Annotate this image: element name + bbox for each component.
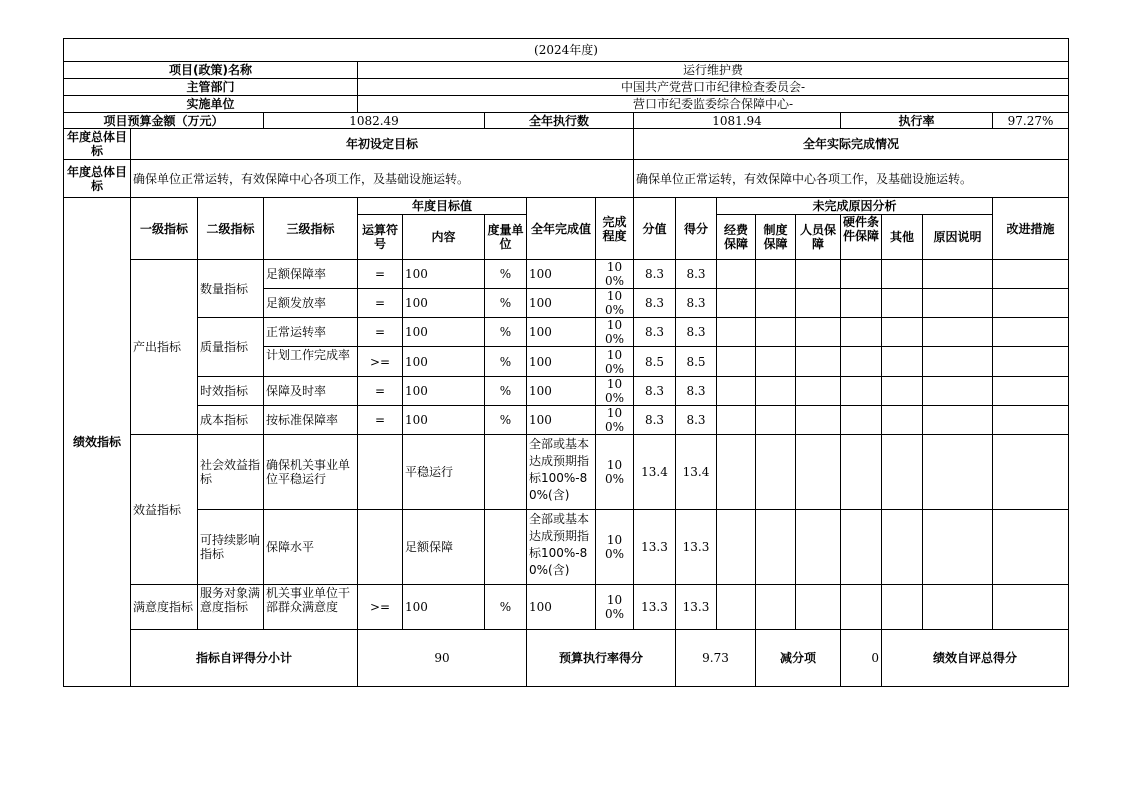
performance-table [63,38,1069,687]
row-val: 13.3 [634,510,676,585]
row-score: 13.3 [676,510,717,585]
row-full: 100 [527,406,596,435]
staff-header: 人员保障 [796,215,841,260]
row-l3: 正常运转率 [264,318,358,347]
project-name-label: 项目(政策)名称 [64,62,358,79]
row-score: 8.3 [676,318,717,347]
row-content: 足额保障 [403,510,485,585]
subtotal-value: 90 [358,630,527,687]
unit-label: 实施单位 [64,96,358,113]
table-row [64,435,1069,510]
report-year-title: (2024年度) [64,39,1069,62]
group-output: 产出指标 [131,260,198,435]
row-l3: 确保机关事业单位平稳运行 [264,435,358,510]
rate-label: 执行率 [841,113,993,129]
unfinished-header: 未完成原因分析 [717,198,993,215]
completion-header: 完成程度 [596,198,634,260]
row-content: 100 [403,347,485,377]
table-row [64,510,1069,585]
row-done: 100% [596,435,634,510]
content-header: 内容 [403,215,485,260]
total-label: 绩效自评总得分 [882,630,1069,687]
table-row [64,585,1069,630]
goal-label-2: 年度总体目标 [64,160,131,198]
score-value-header: 分值 [634,198,676,260]
row-score: 8.3 [676,289,717,318]
row-content: 100 [403,318,485,347]
row-val: 13.3 [634,585,676,630]
row-op [358,435,403,510]
table-row [64,377,1069,406]
group-sustain: 可持续影响指标 [198,510,264,585]
exec-value: 1081.94 [634,113,841,129]
row-full: 100 [527,318,596,347]
row-full: 全部或基本达成预期指标100%-80%(含) [527,435,596,510]
score-header: 得分 [676,198,717,260]
row-score: 8.3 [676,377,717,406]
measure-header: 度量单位 [485,215,527,260]
unit-value: 营口市纪委监委综合保障中心- [358,96,1069,113]
row-l3: 计划工作完成率 [264,347,358,377]
fund-header: 经费保障 [717,215,756,260]
row-unit: % [485,289,527,318]
budget-label: 项目预算金额（万元） [64,113,264,129]
reason-header: 原因说明 [923,215,993,260]
actual-goal-header: 全年实际完成情况 [634,129,1069,160]
row-unit: % [485,318,527,347]
row-op: = [358,377,403,406]
row-score: 8.3 [676,260,717,289]
row-unit [485,435,527,510]
row-unit: % [485,347,527,377]
table-row [64,318,1069,347]
project-name-value: 运行维护费 [358,62,1069,79]
row-done: 100% [596,406,634,435]
full-year-header: 全年完成值 [527,198,596,260]
row-val: 8.3 [634,289,676,318]
row-val: 13.4 [634,435,676,510]
row-unit: % [485,260,527,289]
initial-goal-text: 确保单位正常运转，有效保障中心各项工作，及基础设施运转。 [131,160,634,198]
level1-header: 一级指标 [131,198,198,260]
row-score: 8.3 [676,406,717,435]
row-unit: % [485,585,527,630]
row-val: 8.3 [634,377,676,406]
level3-header: 三级指标 [264,198,358,260]
group-social: 社会效益指标 [198,435,264,510]
row-l3: 足额发放率 [264,289,358,318]
subtotal-label: 指标自评得分小计 [131,630,358,687]
row-unit: % [485,377,527,406]
row-l3: 足额保障率 [264,260,358,289]
row-score: 13.3 [676,585,717,630]
row-full: 100 [527,377,596,406]
hardware-header: 硬件条件保障 [841,215,882,260]
group-time: 时效指标 [198,377,264,406]
row-op: >= [358,347,403,377]
row-val: 8.5 [634,347,676,377]
row-score: 13.4 [676,435,717,510]
row-l3: 保障水平 [264,510,358,585]
row-val: 8.3 [634,260,676,289]
system-header: 制度保障 [756,215,796,260]
row-content: 100 [403,585,485,630]
row-content: 100 [403,406,485,435]
row-l3: 按标准保障率 [264,406,358,435]
exec-label: 全年执行数 [485,113,634,129]
row-content: 100 [403,289,485,318]
rate-value: 97.27% [993,113,1069,129]
row-op [358,510,403,585]
op-header: 运算符号 [358,215,403,260]
row-done: 100% [596,260,634,289]
row-done: 100% [596,377,634,406]
row-full: 100 [527,260,596,289]
row-unit: % [485,406,527,435]
deduct-label: 减分项 [756,630,841,687]
row-op: >= [358,585,403,630]
group-quantity: 数量指标 [198,260,264,318]
perf-indicator-label: 绩效指标 [64,198,131,687]
goal-label: 年度总体目标 [64,129,131,160]
table-row [64,406,1069,435]
annual-target-header: 年度目标值 [358,198,527,215]
dept-label: 主管部门 [64,79,358,96]
row-content: 100 [403,260,485,289]
row-done: 100% [596,510,634,585]
row-val: 8.3 [634,406,676,435]
row-content: 平稳运行 [403,435,485,510]
row-done: 100% [596,289,634,318]
row-full: 100 [527,289,596,318]
row-full: 全部或基本达成预期指标100%-80%(含) [527,510,596,585]
row-unit [485,510,527,585]
row-done: 100% [596,318,634,347]
budget-score-label: 预算执行率得分 [527,630,676,687]
row-l3: 机关事业单位干部群众满意度 [264,585,358,630]
row-score: 8.5 [676,347,717,377]
budget-value: 1082.49 [264,113,485,129]
group-service: 服务对象满意度指标 [198,585,264,630]
row-done: 100% [596,585,634,630]
budget-score-value: 9.73 [676,630,756,687]
row-op: = [358,406,403,435]
row-full: 100 [527,347,596,377]
group-cost: 成本指标 [198,406,264,435]
row-op: = [358,289,403,318]
group-satisfaction: 满意度指标 [131,585,198,630]
row-op: = [358,318,403,347]
row-val: 8.3 [634,318,676,347]
row-l3: 保障及时率 [264,377,358,406]
row-full: 100 [527,585,596,630]
other-header: 其他 [882,215,923,260]
improve-header: 改进措施 [993,198,1069,260]
actual-goal-text: 确保单位正常运转，有效保障中心各项工作，及基础设施运转。 [634,160,1069,198]
row-op: = [358,260,403,289]
deduct-value: 0 [841,630,882,687]
level2-header: 二级指标 [198,198,264,260]
table-row [64,260,1069,289]
group-quality: 质量指标 [198,318,264,377]
group-benefit: 效益指标 [131,435,198,585]
row-content: 100 [403,377,485,406]
dept-value: 中国共产党营口市纪律检查委员会- [358,79,1069,96]
row-done: 100% [596,347,634,377]
initial-goal-header: 年初设定目标 [131,129,634,160]
